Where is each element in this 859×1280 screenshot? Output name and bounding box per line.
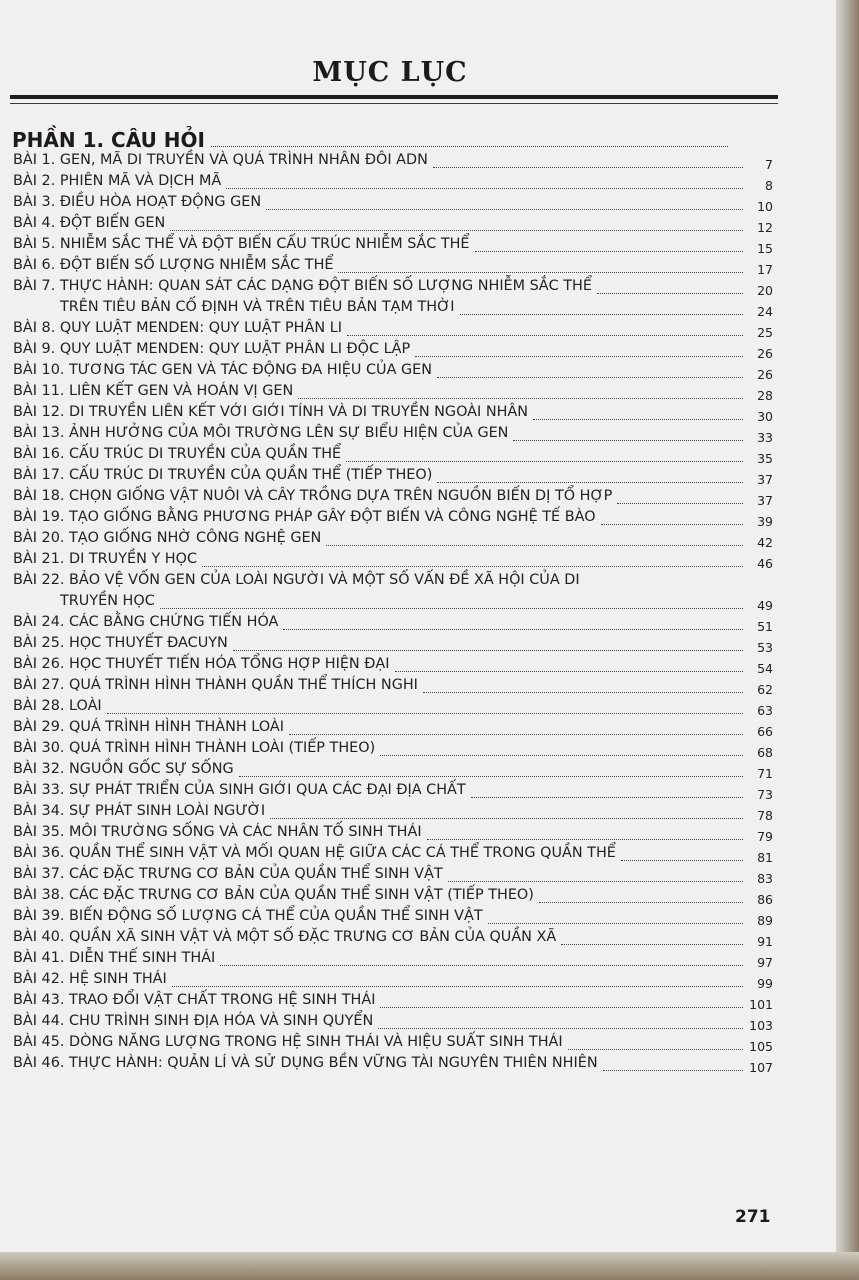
toc-entry-title: BÀI 40. QUẦN XÃ SINH VẬT VÀ MỘT SỐ ĐẶC TRƯNG CƠ BẢN CỦA QUẦN XÃ [13, 929, 557, 945]
toc-entry-page: 17 [757, 262, 773, 277]
toc-entry-title: BÀI 30. QUÁ TRÌNH HÌNH THÀNH LOÀI (TIẾP THEO) [13, 740, 376, 756]
toc-entry [13, 528, 773, 549]
toc-entry-page: 35 [757, 451, 773, 466]
toc-entry-page: 105 [749, 1039, 773, 1054]
toc-entry-page: 78 [757, 808, 773, 823]
toc-entry [13, 360, 773, 381]
toc-entry [13, 381, 773, 402]
leader-dots [160, 608, 743, 609]
toc-entry [13, 675, 773, 696]
leader-dots [298, 398, 743, 399]
leader-dots [347, 335, 743, 336]
toc-entry-page: 68 [757, 745, 773, 760]
toc-entry [13, 885, 773, 906]
toc-entry-title: BÀI 16. CẤU TRÚC DI TRUYỀN CỦA QUẦN THỂ [13, 446, 342, 462]
toc-entry-page: 99 [757, 976, 773, 991]
toc-entry [13, 969, 773, 990]
toc-entry-title: BÀI 2. PHIÊN MÃ VÀ DỊCH MÃ [13, 173, 222, 189]
toc-entry-title: BÀI 29. QUÁ TRÌNH HÌNH THÀNH LOÀI [13, 719, 284, 735]
toc-entry-page: 10 [757, 199, 773, 214]
leader-dots [603, 1070, 743, 1071]
leader-dots [289, 734, 743, 735]
toc-entry-page: 20 [757, 283, 773, 298]
leader-dots [395, 671, 744, 672]
toc-entry-page: 8 [765, 178, 773, 193]
book-bottom-edge [0, 1252, 859, 1280]
toc-entry-page: 63 [757, 703, 773, 718]
toc-entry-page: 15 [757, 241, 773, 256]
toc-entry [13, 318, 773, 339]
leader-dots [380, 755, 743, 756]
toc-entry [13, 780, 773, 801]
toc-entry-title: BÀI 17. CẤU TRÚC DI TRUYỀN CỦA QUẦN THỂ (TIẾP THEO) [13, 467, 433, 483]
toc-entry [13, 1032, 773, 1053]
toc-entry-page: 37 [757, 493, 773, 508]
toc-entry-page: 49 [757, 598, 773, 613]
toc-entry-title: BÀI 28. LOÀI [13, 698, 102, 714]
leader-dots [568, 1049, 743, 1050]
toc-entry [13, 171, 773, 192]
toc-entry-page: 73 [757, 787, 773, 802]
toc-entry-page: 39 [757, 514, 773, 529]
toc-entry-title: TRÊN TIÊU BẢN CỐ ĐỊNH VÀ TRÊN TIÊU BẢN TẠM THỜI [60, 299, 455, 315]
section-label: PHẦN 1. CÂU HỎI [12, 128, 205, 152]
toc-entry [13, 717, 773, 738]
toc-entry-title: BÀI 19. TẠO GIỐNG BẰNG PHƯƠNG PHÁP GÂY ĐỘT BIẾN VÀ CÔNG NGHỆ TẾ BÀO [13, 509, 596, 525]
toc-entry [13, 633, 773, 654]
toc-entry-page: 54 [757, 661, 773, 676]
toc-entry-title: BÀI 9. QUY LUẬT MENDEN: QUY LUẬT PHÂN LI ĐỘC LẬP [13, 341, 411, 357]
leader-dots [437, 377, 743, 378]
toc-entry [13, 864, 773, 885]
toc-entry-page: 30 [757, 409, 773, 424]
toc-entry-page: 37 [757, 472, 773, 487]
toc-entry-title: BÀI 3. ĐIỀU HÒA HOẠT ĐỘNG GEN [13, 194, 262, 210]
toc-entry-title: BÀI 26. HỌC THUYẾT TIẾN HÓA TỔNG HỢP HIỆN ĐẠI [13, 656, 390, 672]
toc-entry [13, 1011, 773, 1032]
toc-entry-title: BÀI 22. BẢO VỆ VỐN GEN CỦA LOÀI NGƯỜI VÀ MỘT SỐ VẤN ĐỀ XÃ HỘI CỦA DI [13, 572, 580, 588]
toc-entry [13, 549, 773, 570]
toc-entry [13, 738, 773, 759]
toc-entry-page: 26 [757, 367, 773, 382]
toc-entry [13, 234, 773, 255]
toc-entry-page: 79 [757, 829, 773, 844]
toc-entry-title: BÀI 4. ĐỘT BIẾN GEN [13, 215, 166, 231]
toc-entry [13, 192, 773, 213]
toc-entry-title: BÀI 32. NGUỒN GỐC SỰ SỐNG [13, 761, 234, 777]
toc-entry-page: 89 [757, 913, 773, 928]
toc-entry-page: 12 [757, 220, 773, 235]
toc-entry [13, 1053, 773, 1074]
toc-entry [13, 927, 773, 948]
leader-dots [170, 230, 743, 231]
toc-list [13, 150, 773, 1074]
toc-entry-title: BÀI 25. HỌC THUYẾT ĐACUYN [13, 635, 228, 651]
toc-entry-title: BÀI 24. CÁC BẰNG CHỨNG TIẾN HÓA [13, 614, 279, 630]
leader-dots [437, 482, 743, 483]
title-rule-thick [10, 95, 778, 99]
toc-entry-title: BÀI 37. CÁC ĐẶC TRƯNG CƠ BẢN CỦA QUẦN THỂ SINH VẬT [13, 866, 443, 882]
toc-entry [13, 444, 773, 465]
toc-entry [13, 423, 773, 444]
toc-entry-page: 24 [757, 304, 773, 319]
toc-entry-page: 101 [749, 997, 773, 1012]
leader-dots [233, 650, 743, 651]
leader-dots [270, 818, 743, 819]
toc-entry-title: BÀI 44. CHU TRÌNH SINH ĐỊA HÓA VÀ SINH QUYỂN [13, 1013, 374, 1029]
leader-dots [202, 566, 743, 567]
leader-dots [326, 545, 743, 546]
leader-dots [415, 356, 743, 357]
toc-entry-title: BÀI 46. THỰC HÀNH: QUẢN LÍ VÀ SỬ DỤNG BỀN VỮNG TÀI NGUYÊN THIÊN NHIÊN [13, 1055, 598, 1071]
toc-entry-page: 91 [757, 934, 773, 949]
toc-entry [13, 759, 773, 780]
leader-dots [448, 881, 743, 882]
section-leader-dots [211, 146, 728, 147]
leader-dots [107, 713, 743, 714]
toc-entry [13, 339, 773, 360]
toc-entry-page: 28 [757, 388, 773, 403]
toc-entry [13, 801, 773, 822]
toc-entry [13, 213, 773, 234]
section-heading [12, 128, 732, 152]
toc-entry-title: BÀI 45. DÒNG NĂNG LƯỢNG TRONG HỆ SINH THÁI VÀ HIỆU SUẤT SINH THÁI [13, 1034, 563, 1050]
toc-entry [13, 465, 773, 486]
toc-entry-title: BÀI 8. QUY LUẬT MENDEN: QUY LUẬT PHÂN LI [13, 320, 342, 336]
toc-entry-title: BÀI 1. GEN, MÃ DI TRUYỀN VÀ QUÁ TRÌNH NHÂN ĐÔI ADN [13, 152, 428, 168]
leader-dots [172, 986, 743, 987]
toc-entry [13, 696, 773, 717]
toc-entry-page: 83 [757, 871, 773, 886]
toc-entry-title: BÀI 6. ĐỘT BIẾN SỐ LƯỢNG NHIỄM SẮC THỂ [13, 257, 334, 273]
toc-entry-page: 86 [757, 892, 773, 907]
toc-entry [13, 612, 773, 633]
toc-entry-title: BÀI 41. DIỄN THẾ SINH THÁI [13, 950, 216, 966]
leader-dots [617, 503, 743, 504]
leader-dots [226, 188, 743, 189]
leader-dots [471, 797, 743, 798]
toc-entry-title: BÀI 13. ẢNH HƯỞNG CỦA MÔI TRƯỜNG LÊN SỰ BIỂU HIỆN CỦA GEN [13, 425, 509, 441]
toc-entry-title: BÀI 38. CÁC ĐẶC TRƯNG CƠ BẢN CỦA QUẦN THỂ SINH VẬT (TIẾP THEO) [13, 887, 534, 903]
toc-entry-title: BÀI 12. DI TRUYỀN LIÊN KẾT VỚI GIỚI TÍNH VÀ DI TRUYỀN NGOÀI NHÂN [13, 404, 529, 420]
book-edge [836, 0, 859, 1280]
title-rule-thin [10, 103, 778, 104]
leader-dots [380, 1007, 743, 1008]
leader-dots [488, 923, 743, 924]
toc-entry-title: BÀI 18. CHỌN GIỐNG VẬT NUÔI VÀ CÂY TRỒNG DỰA TRÊN NGUỒN BIẾN DỊ TỔ HỢP [13, 488, 613, 504]
toc-entry [13, 402, 773, 423]
leader-dots [621, 860, 743, 861]
toc-entry-title: BÀI 39. BIẾN ĐỘNG SỐ LƯỢNG CÁ THỂ CỦA QUẦN THỂ SINH VẬT [13, 908, 483, 924]
toc-entry-title: BÀI 11. LIÊN KẾT GEN VÀ HOÁN VỊ GEN [13, 383, 294, 399]
toc-entry [13, 843, 773, 864]
toc-entry-title: BÀI 42. HỆ SINH THÁI [13, 971, 167, 987]
leader-dots [561, 944, 743, 945]
toc-entry [13, 990, 773, 1011]
toc-entry-title: BÀI 35. MÔI TRƯỜNG SỐNG VÀ CÁC NHÂN TỐ SINH THÁI [13, 824, 422, 840]
toc-entry [13, 297, 773, 318]
toc-entry [13, 906, 773, 927]
leader-dots [338, 272, 743, 273]
leader-dots [423, 692, 743, 693]
page-title: MỤC LỤC [312, 57, 468, 88]
toc-entry-page: 81 [757, 850, 773, 865]
toc-entry-page: 66 [757, 724, 773, 739]
toc-entry-page: 62 [757, 682, 773, 697]
toc-entry-title: TRUYỀN HỌC [60, 593, 155, 609]
toc-entry-title: BÀI 20. TẠO GIỐNG NHỜ CÔNG NGHỆ GEN [13, 530, 322, 546]
leader-dots [378, 1028, 743, 1029]
toc-entry-page: 53 [757, 640, 773, 655]
toc-entry [13, 507, 773, 528]
toc-entry-page: 26 [757, 346, 773, 361]
toc-entry-title: BÀI 27. QUÁ TRÌNH HÌNH THÀNH QUẦN THỂ THÍCH NGHI [13, 677, 418, 693]
toc-entry-page: 46 [757, 556, 773, 571]
toc-entry-title: BÀI 33. SỰ PHÁT TRIỂN CỦA SINH GIỚI QUA CÁC ĐẠI ĐỊA CHẤT [13, 782, 466, 798]
leader-dots [346, 461, 743, 462]
toc-entry-page: 25 [757, 325, 773, 340]
leader-dots [266, 209, 743, 210]
toc-entry [13, 591, 773, 612]
leader-dots [513, 440, 743, 441]
leader-dots [283, 629, 743, 630]
toc-entry-page: 103 [749, 1018, 773, 1033]
toc-entry [13, 276, 773, 297]
toc-entry-page: 7 [765, 157, 773, 172]
leader-dots [533, 419, 743, 420]
leader-dots [539, 902, 743, 903]
toc-entry-title: BÀI 43. TRAO ĐỔI VẬT CHẤT TRONG HỆ SINH THÁI [13, 992, 376, 1008]
toc-entry-page: 71 [757, 766, 773, 781]
leader-dots [433, 167, 743, 168]
toc-entry-page: 42 [757, 535, 773, 550]
leader-dots [460, 314, 744, 315]
toc-entry-page: 51 [757, 619, 773, 634]
leader-dots [427, 839, 743, 840]
toc-entry-title: BÀI 5. NHIỄM SẮC THỂ VÀ ĐỘT BIẾN CẤU TRÚC NHIỄM SẮC THỂ [13, 236, 470, 252]
toc-entry-title: BÀI 7. THỰC HÀNH: QUAN SÁT CÁC DẠNG ĐỘT BIẾN SỐ LƯỢNG NHIỄM SẮC THỂ [13, 278, 592, 294]
leader-dots [597, 293, 743, 294]
toc-entry-title: BÀI 34. SỰ PHÁT SINH LOÀI NGƯỜI [13, 803, 266, 819]
leader-dots [239, 776, 743, 777]
toc-entry-page: 107 [749, 1060, 773, 1075]
toc-entry-title: BÀI 21. DI TRUYỀN Y HỌC [13, 551, 198, 567]
toc-entry-page: 97 [757, 955, 773, 970]
toc-entry [13, 948, 773, 969]
toc-entry [13, 654, 773, 675]
leader-dots [601, 524, 743, 525]
toc-entry-title: BÀI 10. TƯƠNG TÁC GEN VÀ TÁC ĐỘNG ĐA HIỆU CỦA GEN [13, 362, 433, 378]
toc-entry [13, 255, 773, 276]
toc-entry [13, 822, 773, 843]
toc-entry [13, 486, 773, 507]
toc-entry [13, 570, 773, 591]
leader-dots [475, 251, 743, 252]
page-number: 271 [735, 1207, 771, 1227]
toc-entry-title: BÀI 36. QUẦN THỂ SINH VẬT VÀ MỐI QUAN HỆ GIỮA CÁC CÁ THỂ TRONG QUẦN THỂ [13, 845, 616, 861]
toc-entry [13, 150, 773, 171]
toc-entry-page: 33 [757, 430, 773, 445]
leader-dots [220, 965, 743, 966]
